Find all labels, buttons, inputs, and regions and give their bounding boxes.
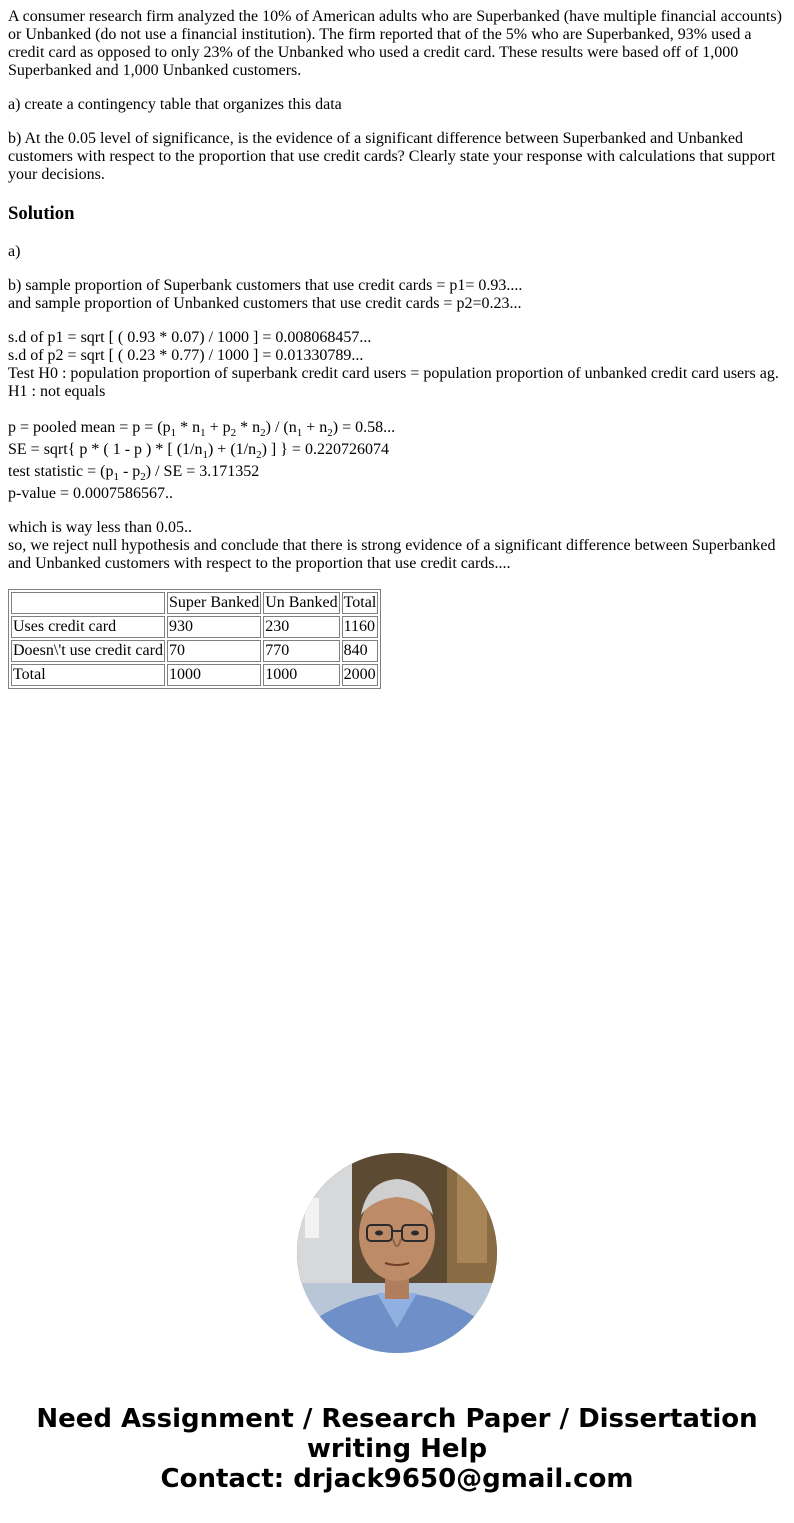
table-cell: 2000 xyxy=(342,664,379,686)
sample-proportions xyxy=(8,277,786,313)
table-cell: 1160 xyxy=(342,616,379,638)
table-row xyxy=(11,664,378,686)
table-header-cell: Un Banked xyxy=(263,592,339,614)
contingency-table xyxy=(8,589,381,689)
help-banner-line-1: Need Assignment / Research Paper / Dissertation xyxy=(36,1404,758,1434)
question-intro: A consumer research firm analyzed the 10% of American adults who are Superbanked (have multiple financial accounts) or Unbanked (do not use a financial institution). The firm reported that of the 5% who are Superbanked, 93% used a credit card as opposed to only 23% of the Unbanked who used a credit card. These results were based off of 1,000 Superbanked and 1,000 Unbanked customers. xyxy=(8,8,782,79)
conclusion-decision: so, we reject null hypothesis and conclude that there is strong evidence of a significant difference between Superbanked and Unbanked customers with respect to the proportion that use credit cards.... xyxy=(8,537,776,572)
table-cell: Doesn\'t use credit card xyxy=(11,640,165,662)
table-cell: 70 xyxy=(167,640,261,662)
table-header-cell: Total xyxy=(342,592,379,614)
alternative-hypothesis: H1 : not equals xyxy=(8,383,106,400)
table-row xyxy=(11,640,378,662)
help-banner-line-2: writing Help xyxy=(306,1434,488,1464)
table-cell: 230 xyxy=(263,616,339,638)
conclusion-comparison: which is way less than 0.05.. xyxy=(8,519,192,536)
table-cell: 1000 xyxy=(167,664,261,686)
null-hypothesis: Test H0 : population proportion of superbank credit card users = population proportion of unbanked credit card users ag. xyxy=(8,365,779,382)
table-row xyxy=(11,616,378,638)
table-cell: 1000 xyxy=(263,664,339,686)
document-body xyxy=(0,0,794,689)
sample-proportion-p2: and sample proportion of Unbanked customers that use credit cards = p2=0.23... xyxy=(8,295,522,312)
table-cell: 840 xyxy=(342,640,379,662)
table-header-cell xyxy=(11,592,165,614)
author-photo-graphic xyxy=(297,1153,497,1353)
p-value: p-value = 0.0007586567.. xyxy=(8,485,173,502)
sd-p1: s.d of p1 = sqrt [ ( 0.93 * 0.07) / 1000 ] = 0.008068457... xyxy=(8,329,372,346)
help-banner-contact: Contact: drjack9650@gmail.com xyxy=(160,1464,634,1494)
question-part-a: a) create a contingency table that organizes this data xyxy=(8,96,342,113)
help-banner xyxy=(0,1404,794,1494)
conclusion xyxy=(8,519,786,573)
sd-p2: s.d of p2 = sqrt [ ( 0.23 * 0.77) / 1000 ] = 0.01330789... xyxy=(8,347,364,364)
question-part-b: b) At the 0.05 level of significance, is the evidence of a significant difference between Superbanked and Unbanked customers with respect to the proportion that use credit cards? Clearly state your response with calculations that support your decisions. xyxy=(8,130,776,183)
solution-part-a-label: a) xyxy=(8,243,21,260)
standard-error-formula: SE = sqrt{ p * ( 1 - p ) * [ $(1/n_1) + (1/n_2)$ ] } = 0.220726074 xyxy=(8,441,389,462)
test-calculations xyxy=(8,417,786,505)
table-cell: Uses credit card xyxy=(11,616,165,638)
table-cell: 930 xyxy=(167,616,261,638)
author-photo xyxy=(297,1153,497,1353)
pooled-mean-formula: p = pooled mean = $p = (p_1 * n_1 + p_2 * n_2) / (n_1 + n_2) = 0.58$... xyxy=(8,419,396,440)
sample-proportion-p1: b) sample proportion of Superbank customers that use credit cards = p1= 0.93.... xyxy=(8,277,523,294)
table-header-cell: Super Banked xyxy=(167,592,261,614)
table-cell: Total xyxy=(11,664,165,686)
table-header-row xyxy=(11,592,378,614)
test-statistic-formula: test statistic = $(p_1 - p_2)$ / SE = 3.171352 xyxy=(8,463,260,484)
standard-deviations-and-hypotheses xyxy=(8,329,786,401)
solution-heading: Solution xyxy=(8,203,75,224)
table-cell: 770 xyxy=(263,640,339,662)
